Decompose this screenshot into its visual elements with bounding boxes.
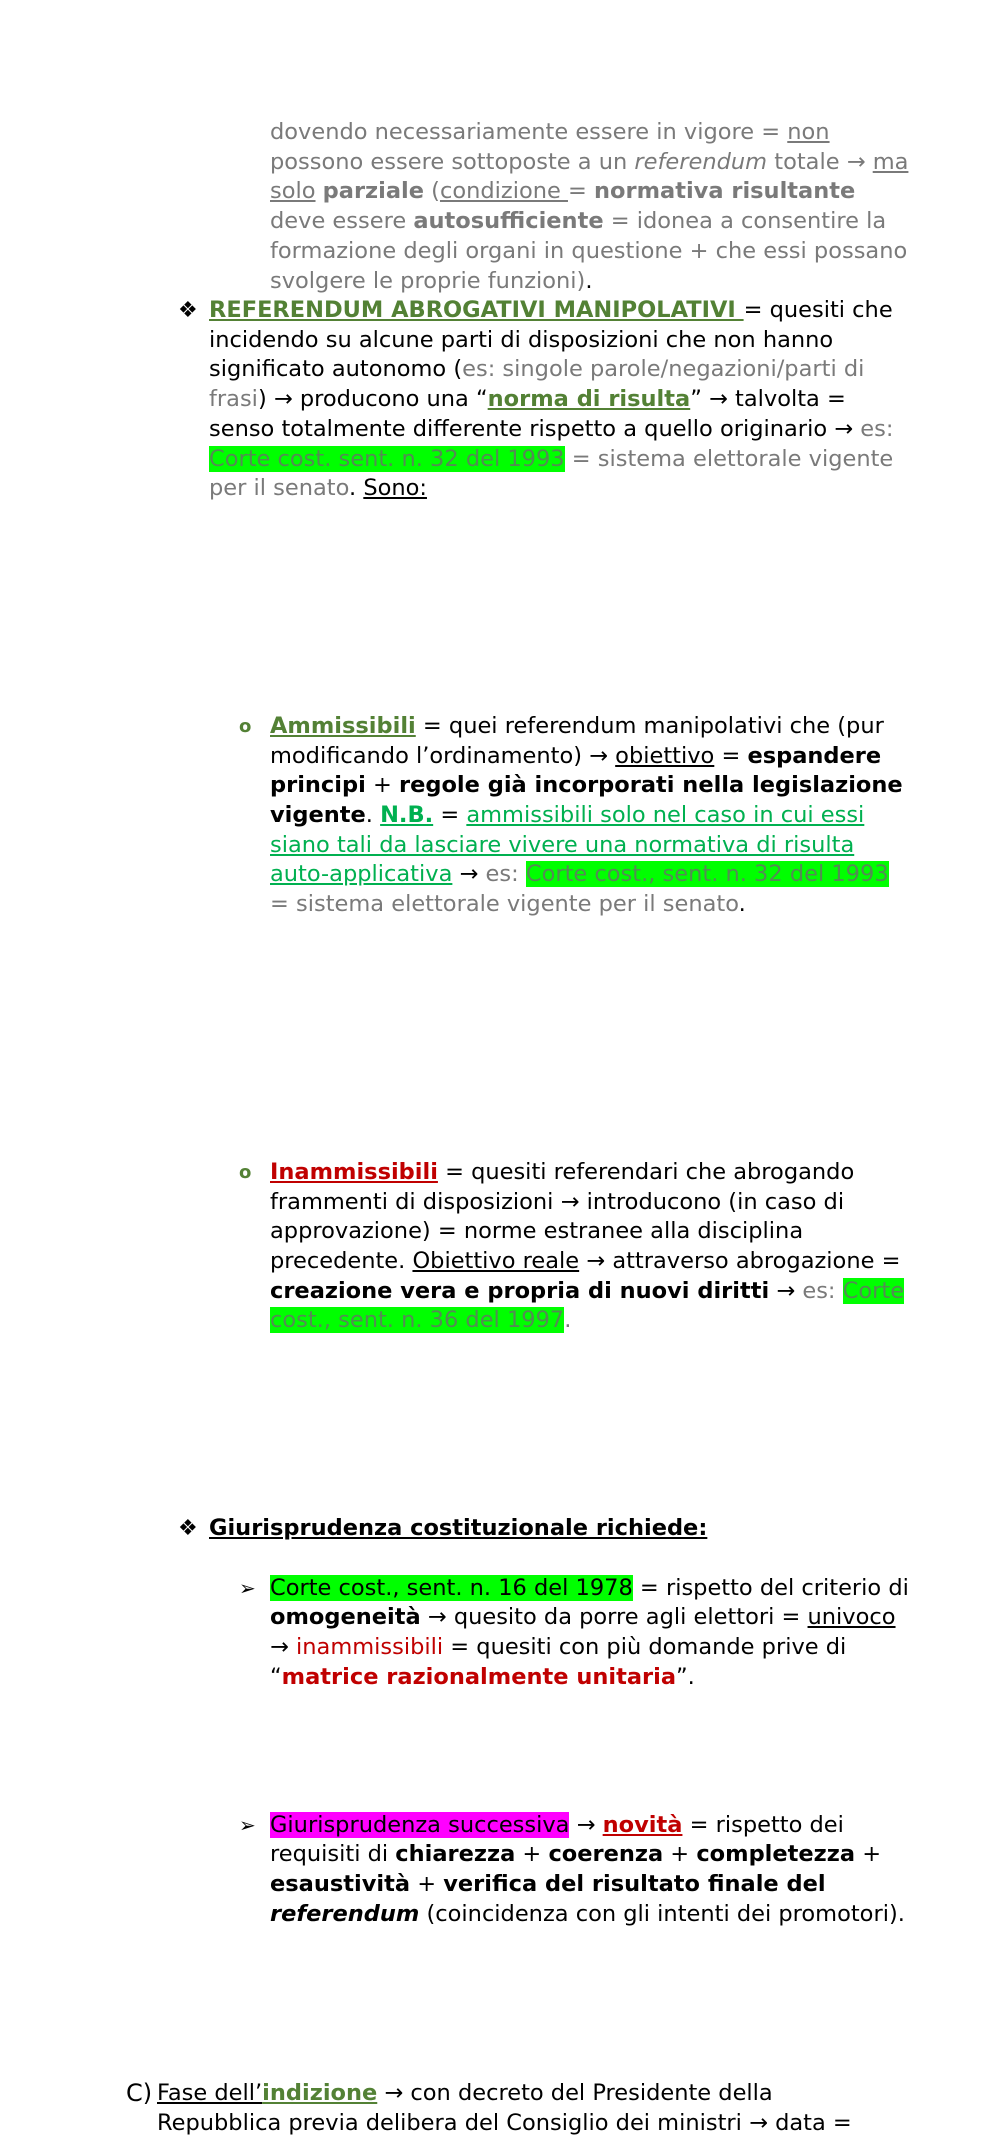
- subsection-title: Ammissibili: [270, 712, 416, 739]
- text: dovendo necessariamente essere in vigore =: [270, 119, 788, 145]
- subsection-title: Inammissibili: [270, 1158, 438, 1185]
- text: ”.: [676, 1663, 695, 1690]
- text-obiettivo-reale: Obiettivo reale: [412, 1247, 580, 1274]
- text: = quesiti referendari che abrogando frammenti di disposizioni → introducono (in caso di approvazione) = norme estranee alla disciplina precedente.: [270, 1158, 855, 1274]
- section-title: Giurisprudenza costituzionale richiede:: [209, 1515, 708, 1542]
- highlight-magenta: Giurisprudenza successiva: [270, 1811, 570, 1838]
- text-parziale: parziale: [322, 178, 425, 205]
- text: = rispetto del criterio di: [632, 1574, 909, 1601]
- text: ) → producono una “: [257, 386, 488, 413]
- text: .: [738, 891, 746, 918]
- section-letter: C): [126, 2079, 153, 2108]
- text-obiettivo: obiettivo: [615, 742, 715, 769]
- text: =: [567, 178, 594, 205]
- text-non: non: [787, 119, 830, 145]
- text: →: [769, 1277, 803, 1304]
- text-condizione: condizione: [439, 178, 568, 205]
- text-es: es:: [860, 415, 894, 442]
- arrow-bullet-icon: ➢: [239, 1575, 256, 1600]
- section-manipolativi: [178, 296, 899, 504]
- subsection-sent-1978: [239, 1574, 910, 1693]
- text: = rispetto dei requisiti di: [270, 1811, 844, 1868]
- diamond-bullet-icon: ❖: [178, 298, 198, 323]
- text: → attraverso abrogazione =: [579, 1247, 901, 1274]
- text: +: [515, 1841, 549, 1868]
- text-omogeneita: omogeneità: [270, 1604, 421, 1631]
- subsection-giurisprudenza-successiva: [239, 1811, 910, 1930]
- text-referendum: referendum: [270, 1900, 420, 1927]
- highlight-citation: Corte cost. sent. n. 32 del 1993: [209, 445, 565, 472]
- text: = quesiti che incidendo su alcune parti di disposizioni che non hanno significato autonomo (: [209, 297, 893, 383]
- text: → con decreto del Presidente della Repubblica previa delibera del Consiglio dei ministri → data =: [157, 2080, 852, 2137]
- text: = sistema elettorale vigente per il senato: [209, 445, 894, 502]
- text: =: [714, 742, 748, 769]
- text: → quesito da porre agli elettori =: [420, 1604, 808, 1631]
- text: (coincidenza con gli intenti dei promotori).: [419, 1900, 905, 1927]
- subsection-ammissibili: [239, 712, 910, 920]
- highlight-citation: Corte cost., sent. n. 16 del 1978: [270, 1574, 633, 1601]
- text: +: [663, 1841, 697, 1868]
- text: = idonea a consentire la formazione degli organi in questione + che essi possano svolgere le proprie funzioni): [270, 208, 908, 294]
- text: .: [365, 802, 381, 829]
- text: = sistema elettorale vigente per il senato: [270, 891, 739, 918]
- text: .: [585, 267, 593, 294]
- text-normativa: normativa risultante: [594, 178, 856, 205]
- text-bold: creazione vera e propria di nuovi diritti: [270, 1277, 770, 1304]
- text-ma-solo: ma solo: [270, 148, 909, 205]
- subsection-inammissibili: [239, 1158, 910, 1336]
- text: totale →: [767, 148, 873, 175]
- text-chiarezza: chiarezza: [395, 1841, 516, 1868]
- text-univoco: univoco: [807, 1604, 896, 1631]
- text-verifica: verifica del risultato finale del: [443, 1870, 826, 1897]
- section-title: REFERENDUM ABROGATIVI MANIPOLATIVI: [209, 297, 744, 323]
- text-green-note: ammissibili solo nel caso in cui essi siano tali da lasciare vivere una normativa di risulta auto-applicativa: [270, 802, 865, 888]
- text: →: [569, 1811, 603, 1838]
- text-autosufficiente: autosufficiente: [413, 208, 604, 235]
- text: deve essere: [270, 208, 414, 235]
- text: ” → talvolta = senso totalmente differente rispetto a quello originario →: [209, 386, 861, 442]
- text-es: es:: [802, 1277, 843, 1304]
- text-esaustivita: esaustività: [270, 1870, 411, 1897]
- text-indizione: indizione: [262, 2080, 378, 2107]
- text: (: [424, 178, 440, 205]
- text-nb: N.B.: [380, 802, 434, 829]
- text-coerenza: coerenza: [548, 1841, 664, 1868]
- intro-paragraph: [270, 118, 910, 296]
- text: +: [365, 772, 399, 799]
- text-referendum: referendum: [634, 148, 768, 175]
- section-giurisprudenza: [178, 1514, 899, 1544]
- text: →: [270, 1634, 297, 1661]
- text: +: [855, 1841, 882, 1868]
- text-example: es: singole parole/negazioni/parti di frasi: [209, 356, 865, 413]
- text: = quei referendum manipolativi che (pur modificando l’ordinamento) →: [270, 712, 884, 769]
- arrow-bullet-icon: ➢: [239, 1812, 256, 1837]
- text-matrice: matrice razionalmente unitaria: [281, 1663, 677, 1690]
- circle-bullet-icon: o: [239, 715, 252, 737]
- diamond-bullet-icon: ❖: [178, 1516, 198, 1542]
- text: possono essere sottoposte a un: [270, 148, 635, 175]
- text-norma-di-risulta: norma di risulta: [487, 386, 691, 413]
- text-fase: Fase dell’: [157, 2080, 263, 2107]
- text: =: [433, 802, 467, 829]
- text-es: es:: [485, 861, 526, 888]
- highlight-citation: Corte cost., sent. n. 36 del 1997: [270, 1277, 905, 1334]
- text-novita: novità: [602, 1811, 683, 1838]
- highlight-citation: Corte cost., sent. n. 32 del 1993: [525, 861, 889, 888]
- text: .: [564, 1307, 572, 1334]
- text: +: [410, 1870, 444, 1897]
- section-c-indizione: [126, 2079, 897, 2138]
- text: = quesiti con più domande prive di “: [270, 1634, 847, 1690]
- text: →: [452, 861, 486, 888]
- text-inammissibili: inammissibili: [296, 1634, 444, 1661]
- text: [316, 178, 323, 204]
- text-completezza: completezza: [696, 1841, 856, 1868]
- text-bold: espandere principi: [270, 742, 882, 799]
- text: .: [349, 475, 364, 502]
- text-sono: Sono:: [363, 475, 427, 502]
- text-bold: regole già incorporati nella legislazione vigente: [270, 772, 903, 829]
- circle-bullet-icon: o: [239, 1161, 252, 1183]
